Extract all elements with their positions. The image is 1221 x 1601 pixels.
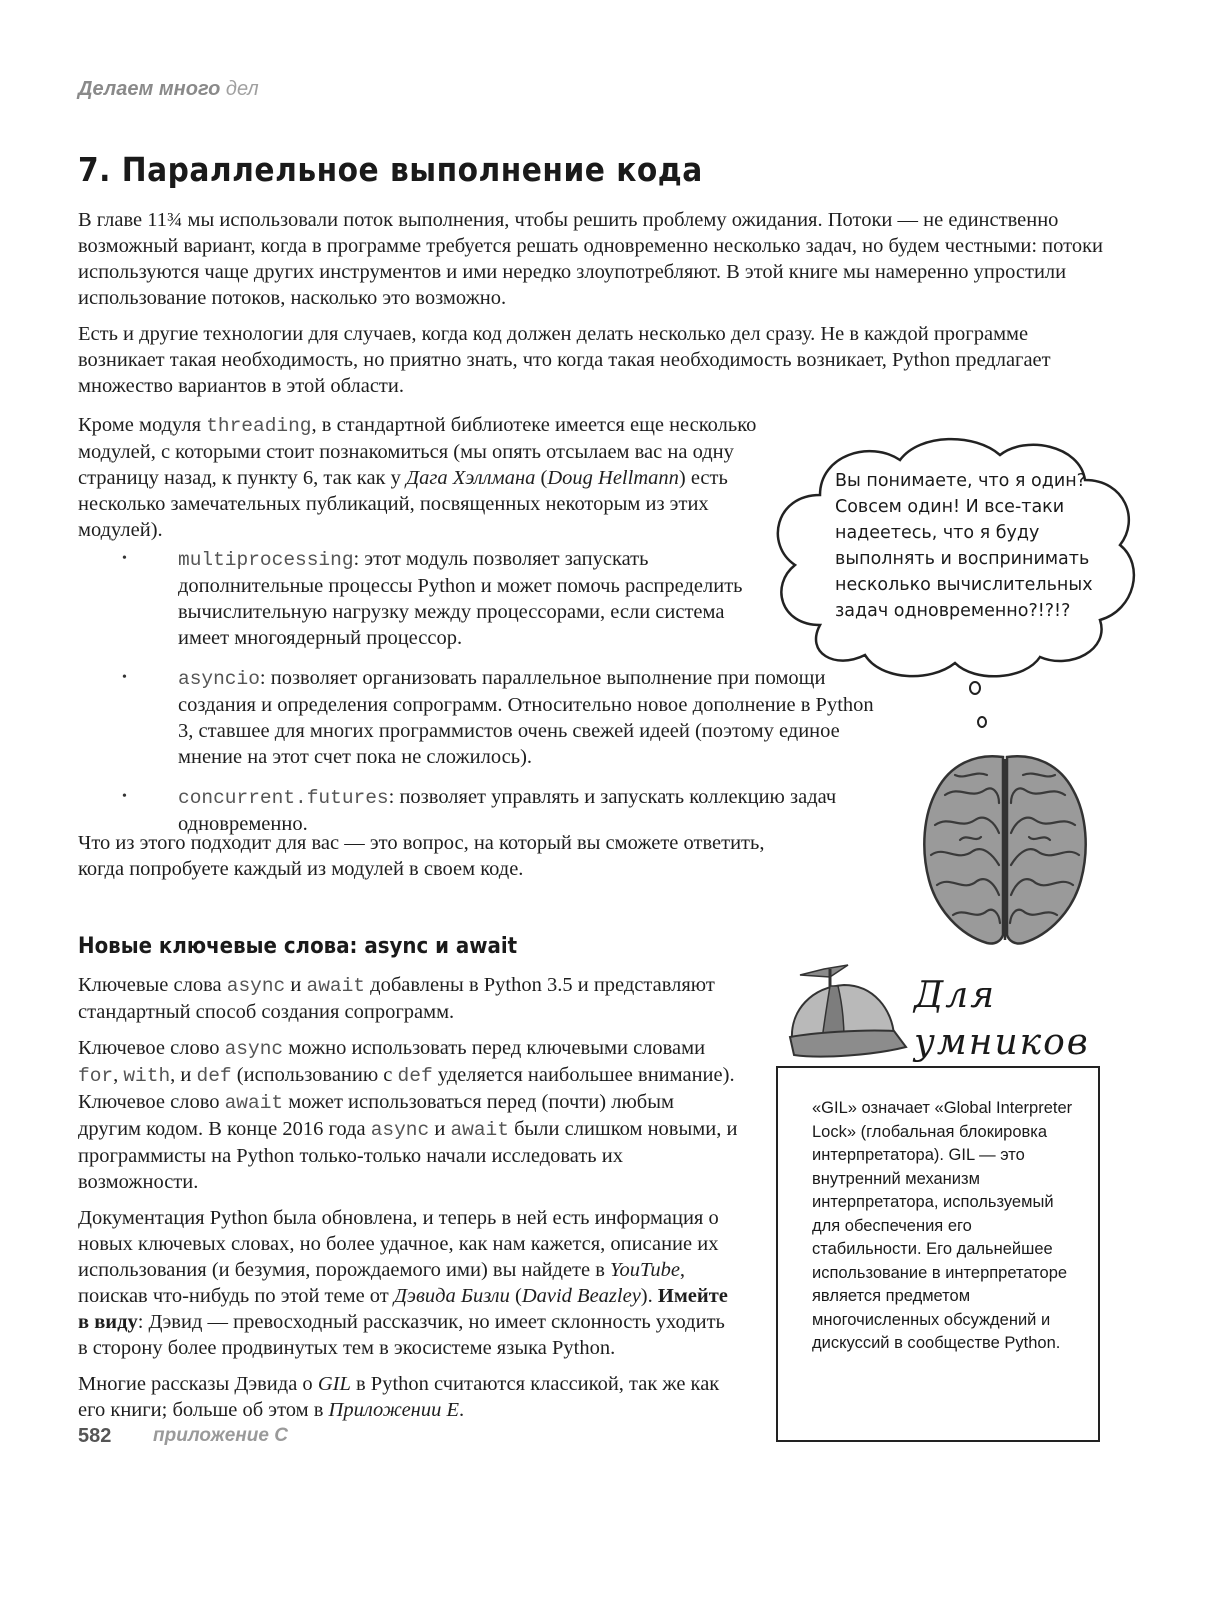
p5-code-async: async	[226, 975, 286, 997]
p3-name-ru: Дага Хэллмана	[406, 467, 536, 489]
p7-text: (	[509, 1285, 522, 1307]
p6-text: можно использовать перед ключевыми словами	[283, 1037, 706, 1059]
propeller-cap-icon	[782, 955, 912, 1067]
bullet-dot: •	[122, 551, 127, 566]
async-block	[78, 972, 738, 1433]
p3-text-2: , в стандартной библиотеке имеется еще несколько модулей, с которыми стоит познакомиться (мы опять отсылаем вас на одну страницу назад, к пункту 6, так как у	[78, 414, 757, 489]
p6-text: , и	[170, 1064, 197, 1086]
subsection-heading: Новые ключевые слова: async и await	[78, 934, 518, 959]
p6-text: были слишком новыми, и программисты на Python только-только начали исследовать их возможности.	[78, 1118, 738, 1193]
bullet-text: : позволяет управлять и запускать коллекцию задач одновременно.	[178, 786, 837, 835]
intro-block	[78, 207, 1108, 409]
paragraph-8	[78, 1371, 738, 1423]
paragraph-4: Что из этого подходит для вас — это вопрос, на который вы сможете ответить, когда попробуете каждый из модулей в своем коде.	[78, 832, 765, 880]
thought-bubble-dot-small	[978, 717, 986, 727]
p6-code: def	[397, 1065, 433, 1087]
p8-em: GIL	[317, 1373, 351, 1395]
p3-text-3: (	[535, 467, 548, 489]
p6-code: async	[224, 1038, 284, 1060]
p6-text: уделяется наибольшее внимание). Ключевое слово	[78, 1064, 735, 1113]
thought-bubble-text: Вы понимаете, что я один? Совсем один! И все-таки надеетесь, что я буду выполнять и воспринимать несколько вычислительных задач одновременно?!?!?	[835, 471, 1093, 621]
sidebar-label-line1: Для	[908, 975, 1002, 1016]
p5-text-0: Ключевые слова	[78, 974, 227, 996]
paragraph-6	[78, 1035, 738, 1195]
p7-em: YouTube	[610, 1259, 680, 1281]
paragraph-3	[78, 412, 788, 543]
running-head-part1: Делаем много	[78, 78, 221, 100]
p6-text: ,	[113, 1064, 124, 1086]
bullet-code: concurrent.futures	[178, 787, 389, 809]
p6-code: async	[370, 1119, 430, 1141]
p3-text-1: Кроме модуля	[78, 414, 207, 436]
p7-text: : Дэвид — превосходный рассказчик, но имеет склонность уходить в сторону более продвинутых тем в экосистеме языка Python.	[78, 1311, 725, 1359]
p3-name-en: Doug Hellmann	[547, 467, 679, 489]
p7-text: , поискав что-нибудь по этой теме от	[78, 1259, 686, 1307]
p7-em: David Beazley	[521, 1285, 641, 1307]
p8-text: .	[458, 1399, 465, 1421]
bullet-code: asyncio	[178, 668, 260, 690]
bullet-text: : позволяет организовать параллельное выполнение при помощи создания и определения сопрограмм. Относительно новое дополнение в Python 3, ставшее для многих программистов очень свежей идеей (поэтому единое мнение на этот счет пока не сложилось).	[178, 667, 874, 768]
p6-code: await	[450, 1119, 509, 1141]
p7-bold: Имейте в виду	[78, 1285, 728, 1333]
p3-text-4: ) есть несколько замечательных публикаций, посвященных некоторым из этих модулей).	[78, 467, 728, 541]
p6-code: await	[224, 1092, 284, 1114]
p5-text-2: добавлены в Python 3.5 и представляют стандартный способ создания сопрограмм.	[78, 974, 715, 1023]
bullet-item-multiprocessing	[78, 546, 748, 651]
p3-code-threading: threading	[206, 415, 312, 437]
p8-text: Многие рассказы Дэвида о	[78, 1373, 318, 1395]
modules-block	[78, 412, 788, 553]
p8-em: Приложении Е	[328, 1399, 459, 1421]
paragraph-7	[78, 1205, 738, 1361]
p6-code: def	[196, 1065, 232, 1087]
p6-text: (использованию с	[231, 1064, 398, 1086]
p7-text: Документация Python была обновлена, и теперь в ней есть информация о новых ключевых словах, но более удачное, как нам кажется, описание их использования (и безумия, порождаемого ими) вы найдете в	[78, 1207, 719, 1281]
footer-label: приложение С	[153, 1425, 288, 1446]
p8-text: в Python считаются классикой, так же как его книги; больше об этом в	[78, 1373, 720, 1421]
running-head	[78, 78, 259, 101]
sidebar-text: «GIL» означает «Global Interpreter Lock» (глобальная блокировка интерпретатора). GIL — это внутренний механизм интерпретатора, используемый для обеспечения его стабильности. Его дальнейшее использование в интерпретаторе является предметом многочисленных обсуждений и дискуссий в сообществе Python.	[812, 1099, 1073, 1352]
p6-code: with	[123, 1065, 171, 1087]
brain-illustration	[915, 745, 1095, 955]
p6-text: и	[429, 1118, 451, 1140]
paragraph-2: Есть и другие технологии для случаев, когда код должен делать несколько дел сразу. Не в каждой программе возникает такая необходимость, но приятно знать, что когда такая необходимость возникает, Python предлагает множество вариантов в этой области.	[78, 323, 1051, 397]
running-head-part2: дел	[225, 78, 259, 100]
p6-code: for	[78, 1065, 114, 1087]
thought-bubble-dot-large	[970, 682, 980, 694]
p7-em: Дэвида Бизли	[393, 1285, 510, 1307]
p6-text: может использоваться перед (почти) любым другим кодом. В конце 2016 года	[78, 1091, 674, 1140]
bullet-text: : этот модуль позволяет запускать дополнительные процессы Python и может помочь распределить вычислительную нагрузку между процессорами, если система имеет многоядерный процессор.	[178, 548, 743, 649]
section-title: 7. Параллельное выполнение кода	[78, 150, 703, 189]
paragraph-1: В главе 11¾ мы использовали поток выполнения, чтобы решить проблему ожидания. Потоки — не единственно возможный вариант, когда в программе требуется решать одновременно несколько задач, но будем честными: потоки используются чаще других инструментов и ими нередко злоупотребляют. В этой книге мы намеренно упростили использование потоков, насколько это возможно.	[78, 209, 1103, 309]
bullet-dot: •	[122, 789, 127, 804]
p5-text-1: и	[285, 974, 307, 996]
paragraph-5	[78, 972, 738, 1025]
bullet-dot: •	[122, 670, 127, 685]
p5-code-await: await	[306, 975, 366, 997]
p6-text: Ключевое слово	[78, 1037, 225, 1059]
conclusion-block	[78, 830, 798, 892]
p7-text: ).	[640, 1285, 658, 1307]
page-number: 582	[78, 1425, 112, 1447]
bullet-code: multiprocessing	[178, 549, 354, 571]
sidebar-label-line2: умников	[908, 1022, 1096, 1063]
